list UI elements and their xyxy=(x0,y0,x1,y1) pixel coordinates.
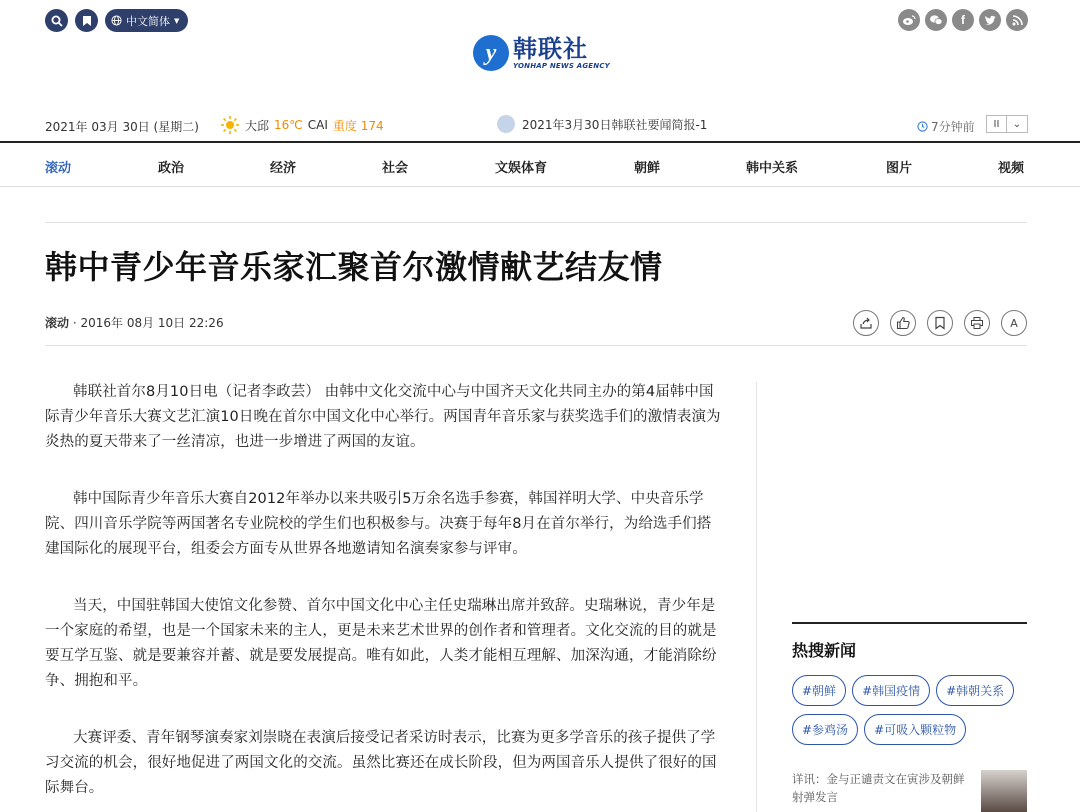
info-row xyxy=(0,112,1080,140)
article-category[interactable]: 滚动 xyxy=(45,316,70,330)
weibo-icon[interactable] xyxy=(898,9,920,31)
nav-item-videos[interactable]: 视频 xyxy=(998,161,1025,176)
top-bar xyxy=(0,0,1080,110)
main-nav xyxy=(0,141,1080,187)
article-paragraph: 大赛评委、青年钢琴演奏家刘崇晓在表演后接受记者采访时表示，比赛为更多学音乐的孩子提供了学习交流的机会，很好地促进了两国文化的交流。虽然比赛还在成长阶段，但为两国音乐人提供了很好的国际舞台。 xyxy=(45,730,717,796)
nav-item-entertainment-sports[interactable]: 文娱体育 xyxy=(495,161,548,176)
search-icon xyxy=(51,15,63,27)
print-button[interactable] xyxy=(964,310,990,336)
language-selector[interactable] xyxy=(105,9,188,32)
pause-button[interactable]: II xyxy=(986,115,1007,133)
search-button[interactable] xyxy=(45,9,68,32)
share-icon xyxy=(859,316,873,330)
print-icon xyxy=(970,316,984,330)
bookmark-icon xyxy=(934,316,946,330)
sun-icon xyxy=(220,115,240,135)
article-paragraph: 韩联社首尔8月10日电（记者李政芸） 由韩中文化交流中心与中国齐天文化共同主办的第4届韩中国际青少年音乐大赛文艺汇演10日晚在首尔中国文化中心举行。两国青年音乐家与获奖选手们的激情表演为炎热的夏天带来了一丝清凉，也进一步增进了两国的友谊。 xyxy=(45,384,721,450)
like-button[interactable] xyxy=(890,310,916,336)
language-label: 中文简体 xyxy=(126,14,170,28)
weather-temp: 16℃ xyxy=(274,118,303,132)
sidebar-news-item[interactable] xyxy=(792,770,1027,812)
article-paragraph: 当天，中国驻韩国大使馆文化参赞、首尔中国文化中心主任史瑞琳出席并致辞。史瑞琳说，青少年是一个家庭的希望，也是一个国家未来的主人，更是未来艺术世界的创作者和管理者。文化交流的目的就是要互学互鉴、就是要兼容并蓄、就是要发展提高。唯有如此，人类才能相互理解、加深沟通，才能消除纷争、拥抱和平。 xyxy=(45,598,717,689)
top-left-controls xyxy=(45,9,188,32)
news-briefing-ticker[interactable] xyxy=(497,115,707,133)
logo-en-text: YONHAP NEWS AGENCY xyxy=(513,62,610,70)
nav-item-north-korea[interactable]: 朝鲜 xyxy=(634,161,661,176)
clock-icon xyxy=(917,121,928,132)
hot-tag[interactable]: #可吸入颗粒物 xyxy=(864,714,966,745)
nav-item-politics[interactable]: 政治 xyxy=(158,161,185,176)
nav-item-economy[interactable]: 经济 xyxy=(270,161,297,176)
site-logo[interactable] xyxy=(473,35,610,71)
sidebar-news-text: 详讯：金与正谴责文在寅涉及朝鲜射弹发言 xyxy=(792,772,965,804)
column-divider xyxy=(756,382,757,812)
nav-item-scroll[interactable]: 滚动 xyxy=(45,161,72,176)
briefing-text: 2021年3月30日韩联社要闻简报-1 xyxy=(522,117,708,132)
nav-item-korea-china[interactable]: 韩中关系 xyxy=(746,161,799,176)
cai-label: CAI xyxy=(307,118,328,132)
time-ago-text: 7分钟前 xyxy=(931,120,975,134)
ticker-dropdown-button[interactable]: ⌄ xyxy=(1007,115,1028,133)
nav-item-society[interactable]: 社会 xyxy=(382,161,409,176)
weather-widget[interactable] xyxy=(220,115,384,135)
wechat-icon[interactable] xyxy=(925,9,947,31)
hot-tags xyxy=(792,675,1027,745)
twitter-icon[interactable] xyxy=(979,9,1001,31)
hot-news-title: 热搜新闻 xyxy=(792,641,857,660)
briefing-icon xyxy=(497,115,515,133)
article-tools xyxy=(853,310,1027,336)
bookmark-button[interactable] xyxy=(75,9,98,32)
share-button[interactable] xyxy=(853,310,879,336)
facebook-icon[interactable]: f xyxy=(952,9,974,31)
hot-news-sidebar xyxy=(792,622,1027,804)
globe-icon xyxy=(111,15,122,26)
current-date: 2021年 03月 30日 (星期二) xyxy=(45,120,199,134)
font-size-button[interactable] xyxy=(1001,310,1027,336)
bookmark-article-button[interactable] xyxy=(927,310,953,336)
weather-city: 大邱 xyxy=(245,118,270,133)
logo-cn-text: 韩联社 xyxy=(513,35,588,63)
hot-tag[interactable]: #韩国疫情 xyxy=(852,675,930,706)
social-links xyxy=(898,9,1028,31)
rss-icon[interactable] xyxy=(1006,9,1028,31)
hot-tag[interactable]: #朝鲜 xyxy=(792,675,846,706)
article-paragraph: 韩中国际青少年音乐大赛自2012年举办以来共吸引5万余名选手参赛，韩国祥明大学、中央音乐学院、四川音乐学院等两国著名专业院校的学生们也积极参与。决赛于每年8月在首尔举行，为给选手们搭建国际化的展现平台，组委会方面专从世界各地邀请知名演奏家参与评审。 xyxy=(45,491,712,557)
divider xyxy=(45,222,1027,223)
like-icon xyxy=(896,316,910,330)
font-size-icon: A xyxy=(1010,316,1018,330)
article-body xyxy=(45,380,725,812)
caret-down-icon: ▼ xyxy=(174,16,180,25)
ticker-time xyxy=(917,118,975,135)
divider xyxy=(45,345,1027,346)
cai-value: 重度 174 xyxy=(332,118,384,133)
ticker-controls xyxy=(986,115,1028,133)
hot-tag[interactable]: #韩朝关系 xyxy=(936,675,1014,706)
hot-tag[interactable]: #参鸡汤 xyxy=(792,714,858,745)
article-headline: 韩中青少年音乐家汇聚首尔激情献艺结友情 xyxy=(45,248,663,286)
yonhap-logo-icon: y xyxy=(473,35,509,71)
article-meta xyxy=(45,314,224,331)
article-datetime: · 2016年 08月 10日 22:26 xyxy=(72,316,224,330)
nav-item-photos[interactable]: 图片 xyxy=(886,161,913,176)
bookmark-icon xyxy=(82,15,92,27)
news-thumbnail xyxy=(981,770,1027,812)
